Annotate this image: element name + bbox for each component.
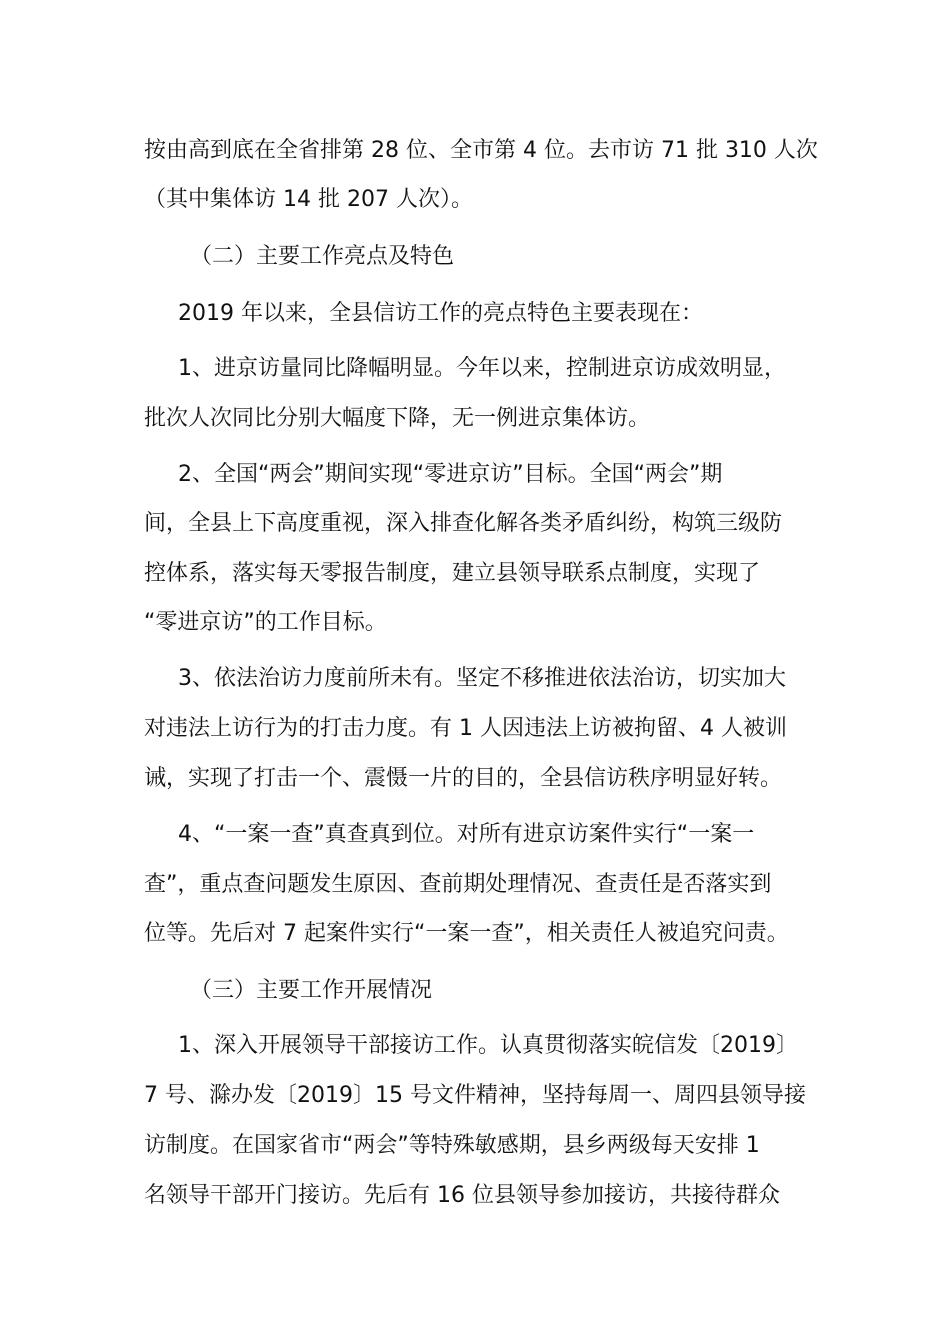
text-line: 批次人次同比分别大幅度下降，无一例进京集体访。: [144, 406, 651, 431]
text-line: 访制度。在国家省市“两会”等特殊敏感期，县乡两级每天安排 1: [144, 1133, 760, 1158]
text-line: 4、“一案一查”真查真到位。对所有进京访案件实行“一案一: [178, 822, 755, 847]
text-line: 控体系，落实每天零报告制度，建立县领导联系点制度，实现了: [144, 561, 761, 586]
text-line: 7 号、滁办发〔2019〕15 号文件精神，坚持每周一、周四县领导接: [144, 1083, 806, 1108]
text-line: 位等。先后对 7 起案件实行“一案一查”，相关责任人被追究问责。: [144, 921, 789, 946]
text-line: 3、依法治访力度前所未有。坚定不移推进依法治访，切实加大: [178, 666, 786, 691]
text-line: 间，全县上下高度重视，深入排查化解各类矛盾纠纷，构筑三级防: [144, 511, 783, 536]
text-line: 1、进京访量同比降幅明显。今年以来，控制进京访成效明显，: [178, 356, 786, 381]
text-line: “零进京访”的工作目标。: [144, 610, 387, 635]
text-line: 2、全国“两会”期间实现“零进京访”目标。全国“两会”期: [178, 462, 723, 487]
text-line: 对违法上访行为的打击力度。有 1 人因违法上访被拘留、4 人被训: [144, 716, 787, 741]
text-line: 查”，重点查问题发生原因、查前期处理情况、查责任是否落实到: [144, 872, 772, 897]
text-line: 1、深入开展领导干部接访工作。认真贯彻落实皖信发〔2019〕: [178, 1033, 798, 1058]
text-line: 名领导干部开门接访。先后有 16 位县领导参加接访，共接待群众: [144, 1183, 780, 1208]
text-line: 2019 年以来，全县信访工作的亮点特色主要表现在：: [178, 301, 703, 326]
section-heading-2: （二）主要工作亮点及特色: [190, 244, 455, 269]
text-line: （其中集体访 14 批 207 人次）。: [144, 187, 473, 212]
text-line: 诫，实现了打击一个、震慑一片的目的，全县信访秩序明显好转。: [144, 766, 783, 791]
section-heading-3: （三）主要工作开展情况: [190, 978, 433, 1003]
text-line: 按由高到底在全省排第 28 位、全市第 4 位。去市访 71 批 310 人次: [144, 138, 818, 163]
